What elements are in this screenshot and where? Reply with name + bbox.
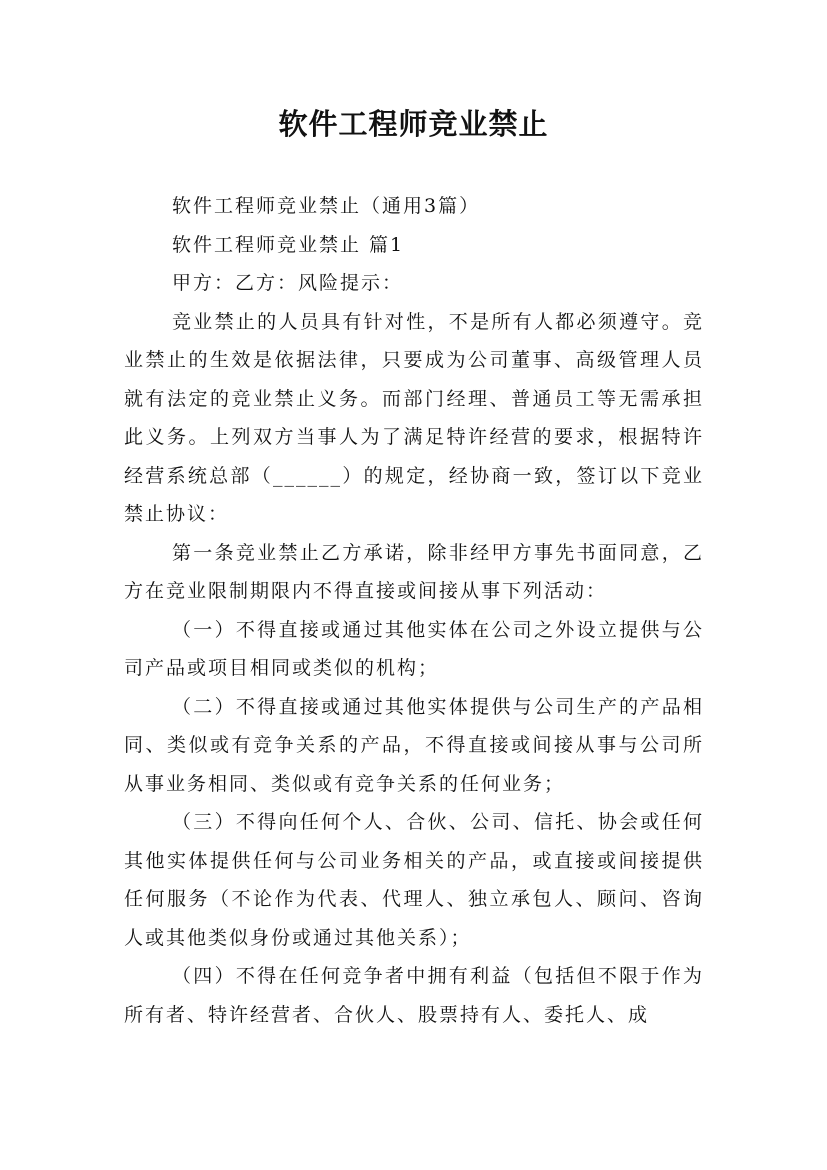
section-heading: 软件工程师竞业禁止 篇1 bbox=[172, 233, 405, 256]
clause-item: （二）不得直接或通过其他实体提供与公司生产的产品相同、类似或有竞争关系的产品，不得直接或间接从事与公司所从事业务相同、类似或有竞争关系的任何业务； bbox=[124, 695, 704, 795]
document-title: 软件工程师竞业禁止 bbox=[278, 107, 549, 141]
clause-item: （三）不得向任何个人、合伙、公司、信托、协会或任何其他实体提供任何与公司业务相关的产品，或直接或间接提供任何服务（不论作为代表、代理人、独立承包人、顾问、咨询人或其他类似身份或通过其他关系）； bbox=[124, 811, 704, 949]
document-body bbox=[124, 187, 704, 1034]
subtitle-paragraph: 软件工程师竞业禁止（通用3篇） bbox=[172, 195, 481, 217]
clause-item: （一）不得直接或通过其他实体在公司之外设立提供与公司产品或项目相同或类似的机构； bbox=[124, 618, 704, 679]
body-paragraph: 竞业禁止的人员具有针对性，不是所有人都必须遵守。竞业禁止的生效是依据法律，只要成为公司董事、高级管理人员就有法定的竞业禁止义务。而部门经理、普通员工等无需承担此义务。上列双方当事人为了满足特许经营的要求，根据特许经营系统总部（______）的规定，经协商一致，签订以下竞业禁止协议： bbox=[124, 310, 704, 525]
parties-line: 甲方：乙方：风险提示： bbox=[172, 272, 404, 294]
body-paragraph: 第一条竞业禁止乙方承诺，除非经甲方事先书面同意，乙方在竞业限制期限内不得直接或间接从事下列活动： bbox=[124, 541, 704, 602]
clause-item: （四）不得在任何竞争者中拥有利益（包括但不限于作为所有者、特许经营者、合伙人、股票持有人、委托人、成 bbox=[124, 965, 704, 1026]
